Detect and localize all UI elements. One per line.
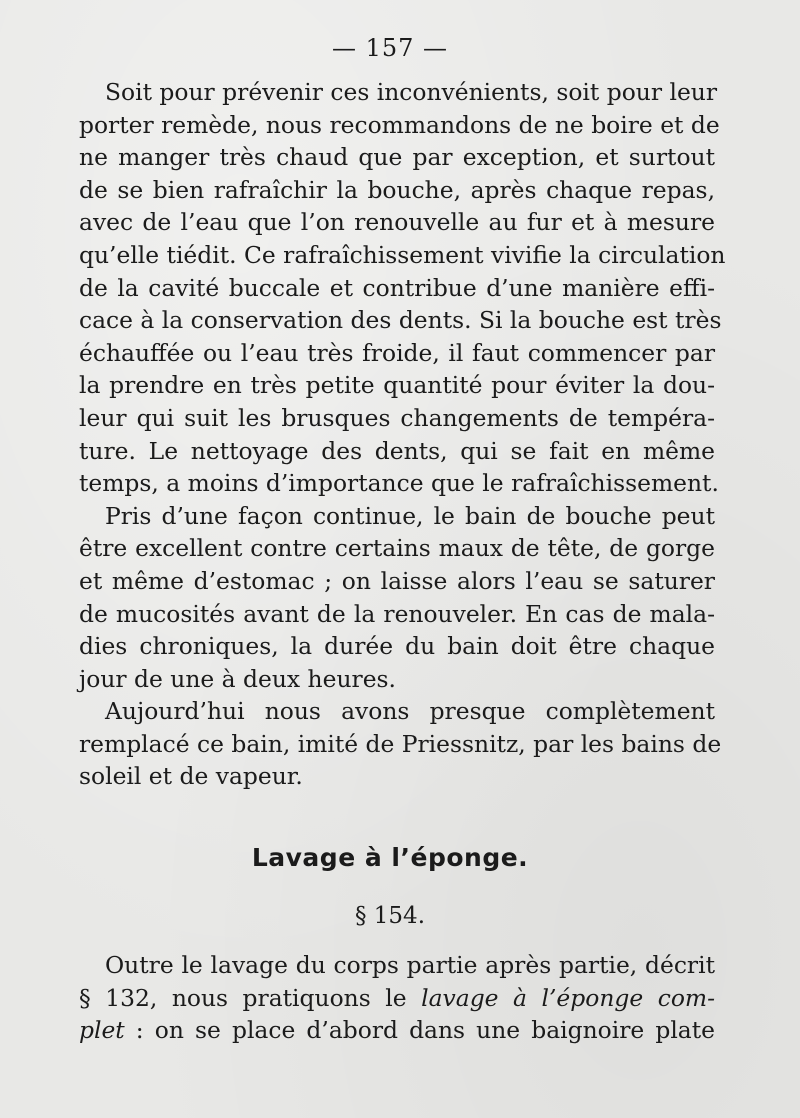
text-line: jour de une à deux heures.	[79, 664, 396, 693]
text-line	[79, 982, 715, 1015]
text-line: être excellent contre certains maux de tête, de gorge	[79, 534, 715, 563]
italic-term: plet	[79, 1016, 125, 1045]
text-line: la prendre en très petite quantité pour éviter la dou-	[79, 371, 715, 400]
text-segment: § 132, nous pratiquons le	[79, 983, 422, 1012]
text-line: leur qui suit les brusques changements de tempéra-	[79, 403, 715, 432]
text-line: de se bien rafraîchir la bouche, après chaque repas,	[79, 175, 715, 204]
page-number: — 157 —	[331, 34, 449, 62]
text-line: soleil et de vapeur.	[79, 762, 303, 791]
text-line: de mucosités avant de la renouveler. En cas de mala-	[79, 599, 715, 628]
text-line: Pris d’une façon continue, le bain de bouche peut	[105, 501, 715, 530]
text-line: échauffée ou l’eau très froide, il faut commencer par	[79, 338, 715, 367]
text-line: de la cavité buccale et contribue d’une manière effi-	[79, 273, 715, 302]
text-line: Outre le lavage du corps partie après partie, décrit	[105, 951, 715, 979]
text-line: temps, a moins d’importance que le rafraîchissement.	[79, 469, 719, 498]
text-segment: : on se place d’abord dans une baignoire plate	[124, 1016, 715, 1045]
section-heading: Lavage à l’éponge.	[251, 843, 529, 872]
text-line: cace à la conservation des dents. Si la bouche est très	[79, 306, 722, 335]
text-line: ture. Le nettoyage des dents, qui se fait en même	[79, 436, 715, 465]
section-number: § 154.	[354, 903, 426, 929]
text-line	[79, 1014, 715, 1047]
text-line: dies chroniques, la durée du bain doit être chaque	[79, 632, 715, 661]
text-line: et même d’estomac ; on laisse alors l’eau se saturer	[79, 566, 715, 595]
text-line: Aujourd’hui nous avons presque complètement	[105, 697, 715, 726]
text-line: Soit pour prévenir ces inconvénients, soit pour leur	[105, 78, 718, 106]
text-line: avec de l’eau que l’on renouvelle au fur et à mesure	[79, 208, 715, 237]
italic-term: lavage à l’éponge com-	[421, 983, 715, 1012]
text-line: remplacé ce bain, imité de Priessnitz, par les bains de	[79, 729, 722, 758]
body-text	[79, 76, 726, 793]
text-line: qu’elle tiédit. Ce rafraîchissement vivifie la circulation	[79, 240, 726, 269]
text-line: ne manger très chaud que par exception, et surtout	[79, 143, 715, 172]
text-line: porter remède, nous recommandons de ne boire et de	[79, 110, 720, 139]
body-text-continued	[79, 949, 715, 1047]
